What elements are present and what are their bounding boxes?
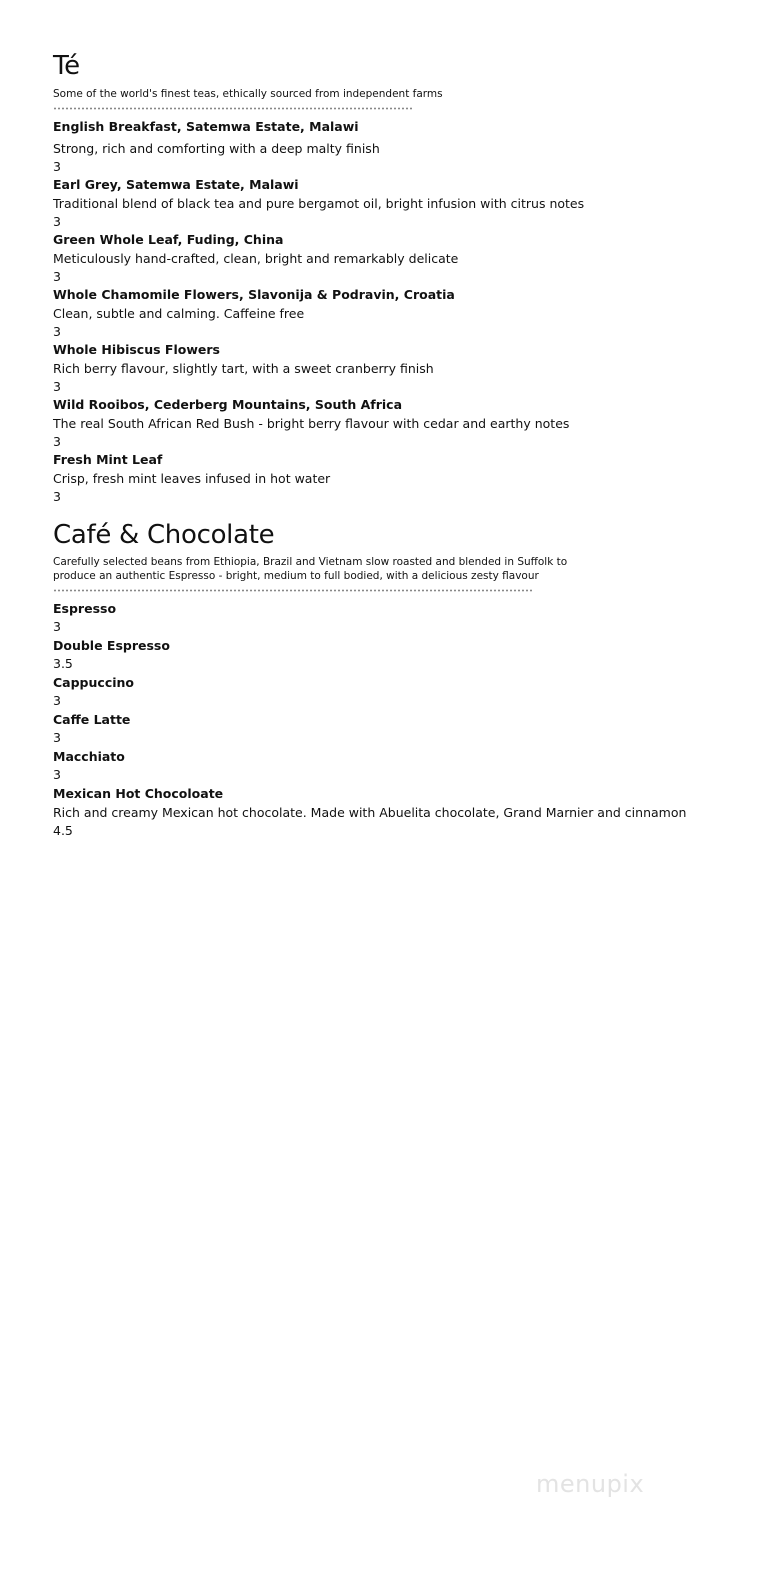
- menu-item-description: Crisp, fresh mint leaves infused in hot water: [53, 470, 331, 486]
- menu-item: [53, 711, 733, 747]
- menu-item-description: The real South African Red Bush - bright berry flavour with cedar and earthy notes: [53, 415, 570, 431]
- section-description-tea: Some of the world's finest teas, ethically sourced from independent farms: [53, 87, 443, 100]
- dotted-divider: [53, 589, 533, 592]
- menu-item-description: Meticulously hand-crafted, clean, bright and remarkably delicate: [53, 250, 459, 266]
- coffee-section: [53, 521, 733, 841]
- menu-item-name: Double Espresso: [53, 638, 170, 654]
- menu-item-name: Macchiato: [53, 749, 125, 765]
- section-title-tea: Té: [53, 51, 80, 81]
- menu-item-name: Earl Grey, Satemwa Estate, Malawi: [53, 176, 299, 192]
- menu-item: [53, 785, 733, 840]
- section-title-coffee: Café & Chocolate: [53, 519, 275, 550]
- menu-item: [53, 600, 733, 636]
- menu-item-name: Wild Rooibos, Cederberg Mountains, South Africa: [53, 396, 403, 412]
- menu-item-price: 3: [53, 213, 61, 229]
- coffee-item-list: [53, 600, 733, 840]
- menu-item: [53, 748, 733, 784]
- menu-item-price: 3: [53, 323, 61, 339]
- menu-item-price: 3: [53, 158, 61, 174]
- menu-item-name: Whole Chamomile Flowers, Slavonija & Podravin, Croatia: [53, 286, 455, 302]
- menu-item-description: Rich berry flavour, slightly tart, with a sweet cranberry finish: [53, 360, 434, 376]
- menu-item-price: 3: [53, 378, 61, 394]
- menu-item: [53, 637, 733, 673]
- menu-item-name: Green Whole Leaf, Fuding, China: [53, 231, 284, 247]
- dotted-divider: [53, 107, 413, 110]
- menu-item-description: Rich and creamy Mexican hot chocolate. Made with Abuelita chocolate, Grand Marnier and cinnamon: [53, 805, 687, 821]
- menu-item-description: Strong, rich and comforting with a deep malty finish: [53, 140, 380, 156]
- menu-item-price: 3: [53, 693, 61, 709]
- tea-section: [53, 52, 733, 506]
- menu-item-name: Mexican Hot Chocoloate: [53, 786, 224, 802]
- menu-item-name: Fresh Mint Leaf: [53, 451, 163, 467]
- menu-item: [53, 286, 733, 341]
- menu-item-name: Caffe Latte: [53, 712, 131, 728]
- menu-item: [53, 396, 733, 451]
- menu-item-price: 3: [53, 433, 61, 449]
- tea-item-list: [53, 118, 733, 506]
- menu-page: [53, 52, 733, 841]
- menu-item: [53, 118, 733, 176]
- menu-item-price: 3: [53, 767, 61, 783]
- menu-item: [53, 451, 733, 506]
- menupix-watermark: menupix: [536, 1470, 645, 1498]
- menu-item-price: 3: [53, 268, 61, 284]
- menu-item-name: Espresso: [53, 601, 117, 617]
- menu-item-price: 3: [53, 619, 61, 635]
- menu-item: [53, 341, 733, 396]
- menu-item: [53, 176, 733, 231]
- menu-item-description: Traditional blend of black tea and pure bergamot oil, bright infusion with citrus notes: [53, 195, 585, 211]
- menu-item-price: 3.5: [53, 656, 73, 672]
- menu-item-description: Clean, subtle and calming. Caffeine free: [53, 305, 305, 321]
- menu-item-name: Whole Hibiscus Flowers: [53, 341, 220, 357]
- section-description-coffee: Carefully selected beans from Ethiopia, Brazil and Vietnam slow roasted and blended in Suffolk to produce an authentic Espresso - bright, medium to full bodied, with a delicious zesty flavour: [53, 556, 568, 583]
- menu-item-price: 4.5: [53, 823, 73, 839]
- menu-item: [53, 231, 733, 286]
- menu-item: [53, 674, 733, 710]
- menu-item-name: Cappuccino: [53, 675, 134, 691]
- menu-item-price: 3: [53, 488, 61, 504]
- menu-item-name: English Breakfast, Satemwa Estate, Malawi: [53, 118, 359, 134]
- menu-item-price: 3: [53, 730, 61, 746]
